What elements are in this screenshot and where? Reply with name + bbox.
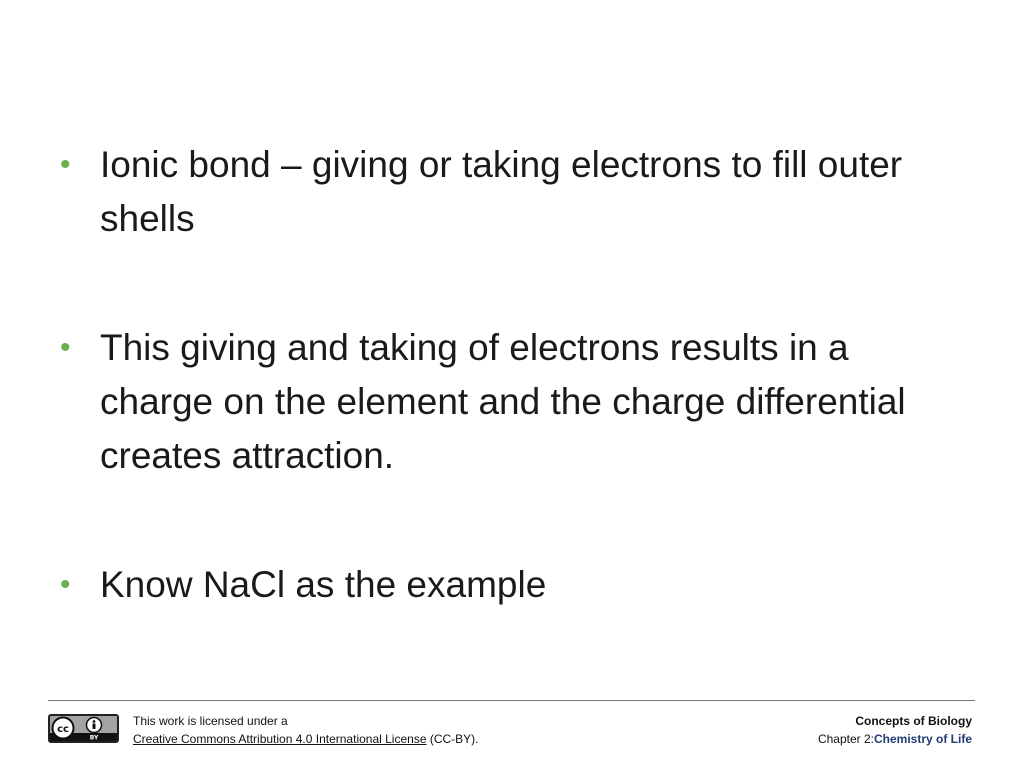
bullet-dot-icon: • — [60, 568, 71, 601]
bullet-item — [60, 321, 940, 483]
svg-text:BY: BY — [89, 734, 99, 741]
license-prefix: This work is licensed under a — [133, 714, 288, 728]
bullet-text: Ionic bond – giving or taking electrons to fill outer shells — [100, 144, 903, 239]
license-link[interactable]: Creative Commons Attribution 4.0 International License — [133, 732, 427, 746]
license-notice — [133, 712, 479, 748]
chapter-prefix: Chapter 2: — [817, 732, 874, 746]
bullet-dot-icon: • — [60, 148, 71, 181]
chapter-line — [818, 730, 972, 748]
bullet-text: This giving and taking of electrons results in a charge on the element and the charge differential creates attraction. — [100, 327, 906, 476]
course-info — [818, 712, 972, 748]
course-title: Concepts of Biology — [855, 714, 972, 728]
chapter-name: Chemistry of Life — [873, 732, 972, 746]
bullet-dot-icon: • — [60, 331, 71, 364]
bullet-text: Know NaCl as the example — [100, 564, 547, 605]
footer-divider — [48, 700, 975, 701]
svg-text:cc: cc — [57, 724, 69, 735]
license-line — [133, 730, 479, 748]
bullet-item — [60, 138, 940, 246]
license-suffix: (CC-BY). — [426, 732, 479, 746]
cc-by-license-icon[interactable] — [48, 714, 119, 743]
bullet-item — [60, 558, 940, 612]
